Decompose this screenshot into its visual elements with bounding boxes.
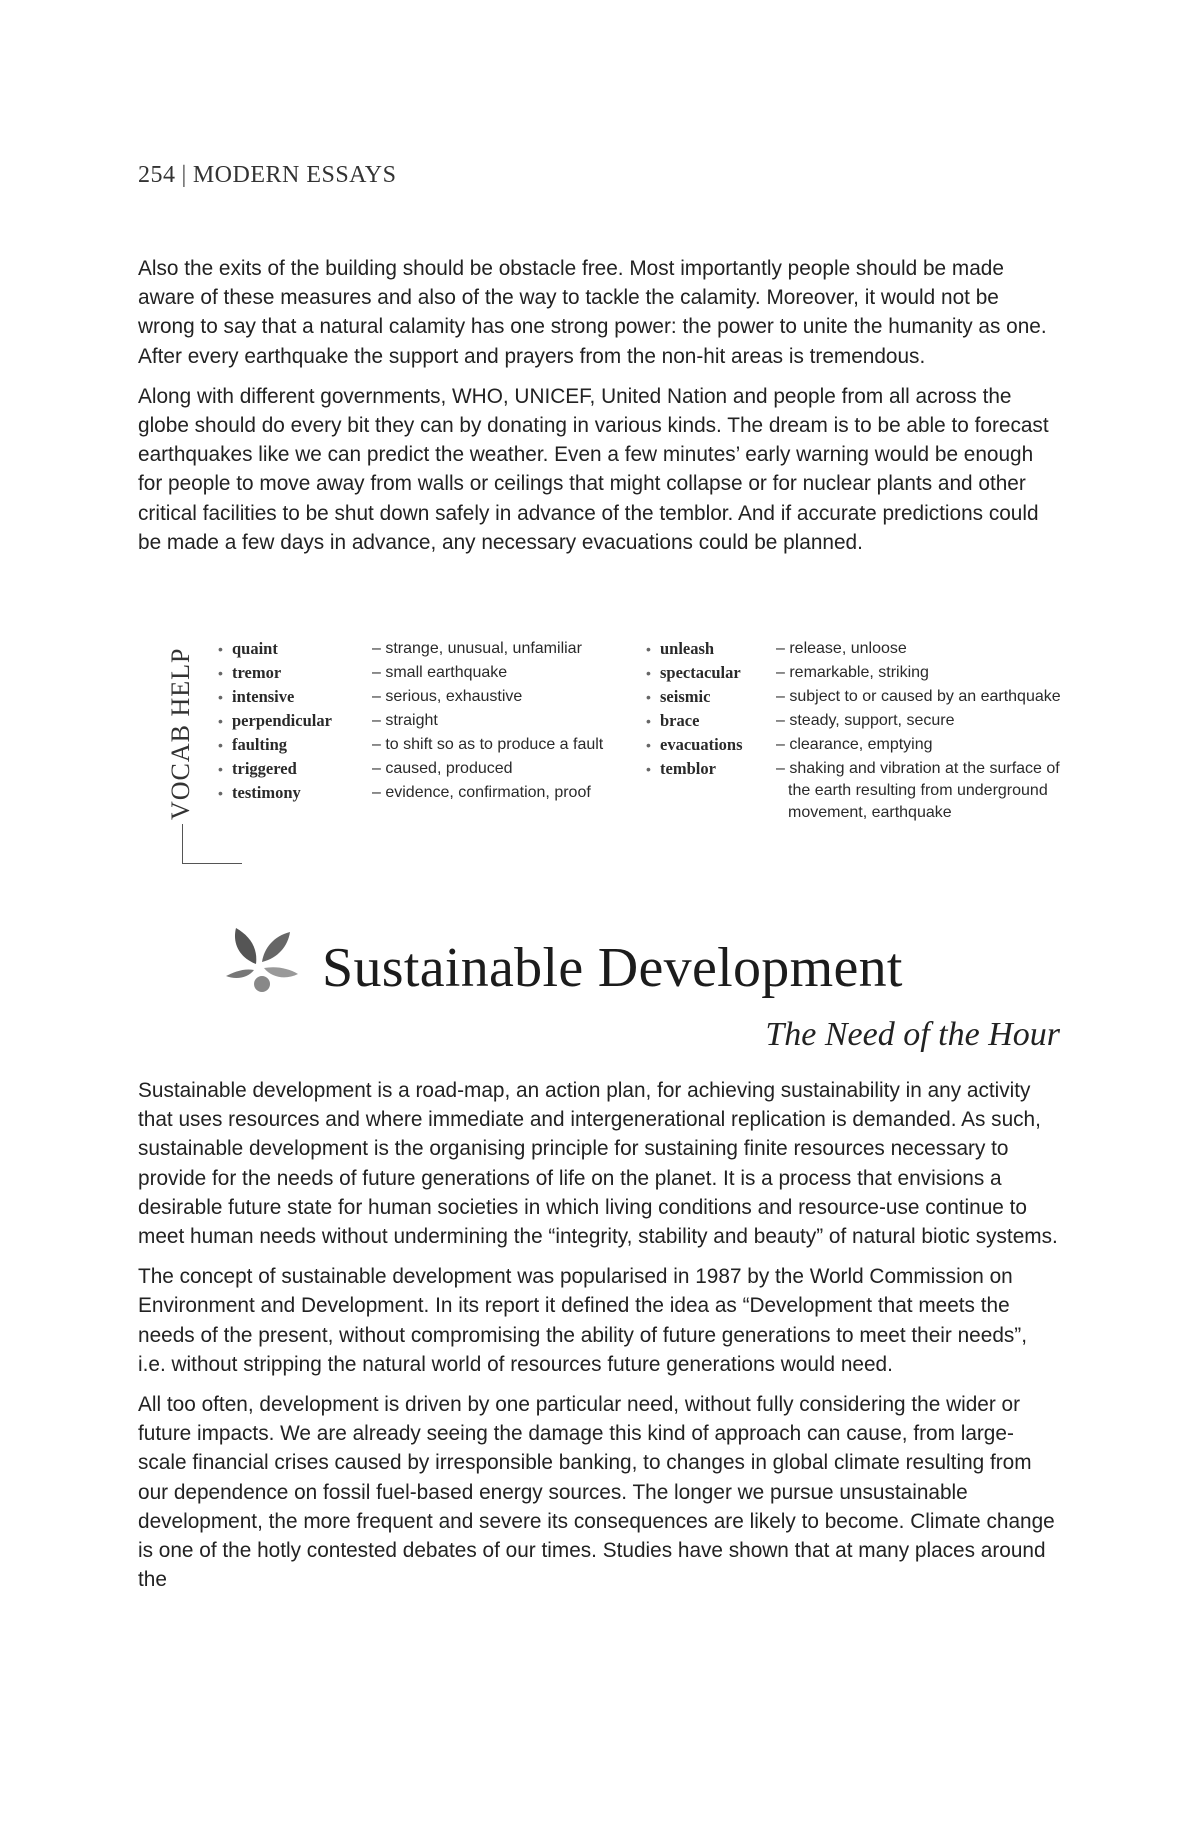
paragraph: The concept of sustainable development was popularised in 1987 by the World Commission on Environment and Development. In its report it defined the idea as “Development that meets the needs of the present, without compromising the ability of future generations to meet their needs”, i.e. without stripping the natural world of resources future generations would need.	[138, 1265, 1027, 1376]
vocab-definition: – subject to or caused by an earthquake	[776, 688, 1061, 705]
bullet-icon: •	[218, 737, 223, 753]
vocab-definition: – steady, support, secure	[776, 712, 955, 729]
section-subtitle: The Need of the Hour	[765, 1016, 1060, 1053]
paragraph: Along with different governments, WHO, UNICEF, United Nation and people from all across the globe should do every bit they can by donating in various kinds. The dream is to be able to forecast earthquakes like we can predict the weather. Even a few minutes’ early warning would be enough for people to move away from walls or ceilings that might collapse or for nuclear plants and other critical facilities to be shut down safely in advance of the temblor. And if accurate predictions could be made a few days in advance, any necessary evacuations could be planned.	[138, 384, 1049, 554]
vocab-definition: – release, unloose	[776, 640, 907, 657]
bullet-icon: •	[646, 641, 651, 657]
vocab-entry	[218, 734, 638, 756]
bullet-icon: •	[218, 641, 223, 657]
vocab-entry	[646, 662, 1070, 684]
vocab-entry	[646, 758, 1070, 824]
vocab-entry	[218, 662, 638, 684]
vocab-entry	[646, 734, 1070, 756]
vocab-word: triggered	[232, 759, 297, 778]
running-header	[138, 162, 396, 189]
vocab-definition: – small earthquake	[372, 664, 508, 681]
vocab-entry	[218, 782, 638, 804]
bullet-icon: •	[218, 665, 223, 681]
vocab-help-title: VOCAB HELP	[166, 647, 195, 820]
vocab-entry	[218, 638, 638, 660]
header-separator: |	[181, 162, 187, 188]
vocab-definition: – straight	[372, 712, 438, 729]
vocab-definition: – shaking and vibration at the surface of the earth resulting from underground movement, earthquake	[776, 760, 1060, 821]
vocab-word: testimony	[232, 783, 301, 802]
paragraph: Sustainable development is a road-map, an action plan, for achieving sustainability in any activity that uses resources and where immediate and intergenerational replication is demanded. As such, sustainable development is the organising principle for sustaining finite resources necessary to provide for the needs of future generations of life on the planet. It is a process that envisions a desirable future state for human societies in which living conditions and resource-use continue to meet human needs without undermining the “integrity, stability and beauty” of natural biotic systems.	[138, 1079, 1058, 1249]
vocab-definition: – caused, produced	[372, 760, 513, 777]
vocab-definition: – evidence, confirmation, proof	[372, 784, 591, 801]
vocab-entry	[646, 710, 1070, 732]
bullet-icon: •	[218, 785, 223, 801]
vocab-word: spectacular	[660, 663, 741, 682]
section-title: Sustainable Development	[322, 937, 903, 999]
bullet-icon: •	[646, 689, 651, 705]
vocab-definition: – remarkable, striking	[776, 664, 929, 681]
bullet-icon: •	[646, 737, 651, 753]
vocab-word: seismic	[660, 687, 711, 706]
vocab-entry	[218, 686, 638, 708]
vocab-word: brace	[660, 711, 700, 730]
vocab-word: perpendicular	[232, 711, 332, 730]
intro-text	[138, 254, 1060, 568]
vocab-column-right	[646, 638, 1070, 826]
vocab-word: tremor	[232, 663, 282, 682]
bullet-icon: •	[218, 761, 223, 777]
vocab-word: unleash	[660, 639, 715, 658]
vocab-definition: – serious, exhaustive	[372, 688, 523, 705]
vocab-entry	[646, 686, 1070, 708]
vocab-definition: – strange, unusual, unfamiliar	[372, 640, 582, 657]
vocab-word: temblor	[660, 759, 716, 778]
vocab-help-box	[166, 628, 1070, 864]
vocab-entry	[218, 758, 638, 780]
vocab-entry	[646, 638, 1070, 660]
page-number: 254	[138, 162, 176, 188]
vocab-definition: – to shift so as to produce a fault	[372, 736, 604, 753]
bullet-icon: •	[646, 713, 651, 729]
paragraph: Also the exits of the building should be obstacle free. Most importantly people should be made aware of these measures and also of the way to tackle the calamity. Moreover, it would not be wrong to say that a natural calamity has one strong power: the power to unite the humanity as one. After every earthquake the support and prayers from the non-hit areas is tremendous.	[138, 257, 1047, 368]
bullet-icon: •	[218, 713, 223, 729]
paragraph: All too often, development is driven by one particular need, without fully considering the wider or future impacts. We are already seeing the damage this kind of approach can cause, from large-scale financial crises caused by irresponsible banking, to changes in global climate resulting from our dependence on fossil fuel-based energy sources. The longer we pursue unsustainable development, the more frequent and severe its consequences are likely to become. Climate change is one of the hotly contested debates of our times. Studies have shown that at many places around the	[138, 1393, 1055, 1592]
vocab-definition: – clearance, emptying	[776, 736, 933, 753]
vocab-word: faulting	[232, 735, 288, 754]
vocab-bracket-line	[182, 824, 183, 864]
vocab-column-left	[218, 638, 638, 806]
vocab-bracket-line	[182, 863, 242, 864]
bullet-icon: •	[646, 761, 651, 777]
vocab-entry	[218, 710, 638, 732]
vocab-word: evacuations	[660, 735, 743, 754]
book-title: MODERN ESSAYS	[192, 162, 397, 188]
leaf-logo-icon	[226, 924, 300, 998]
section-text	[138, 1076, 1060, 1605]
vocab-word: quaint	[232, 639, 278, 658]
bullet-icon: •	[646, 665, 651, 681]
vocab-word: intensive	[232, 687, 295, 706]
bullet-icon: •	[218, 689, 223, 705]
